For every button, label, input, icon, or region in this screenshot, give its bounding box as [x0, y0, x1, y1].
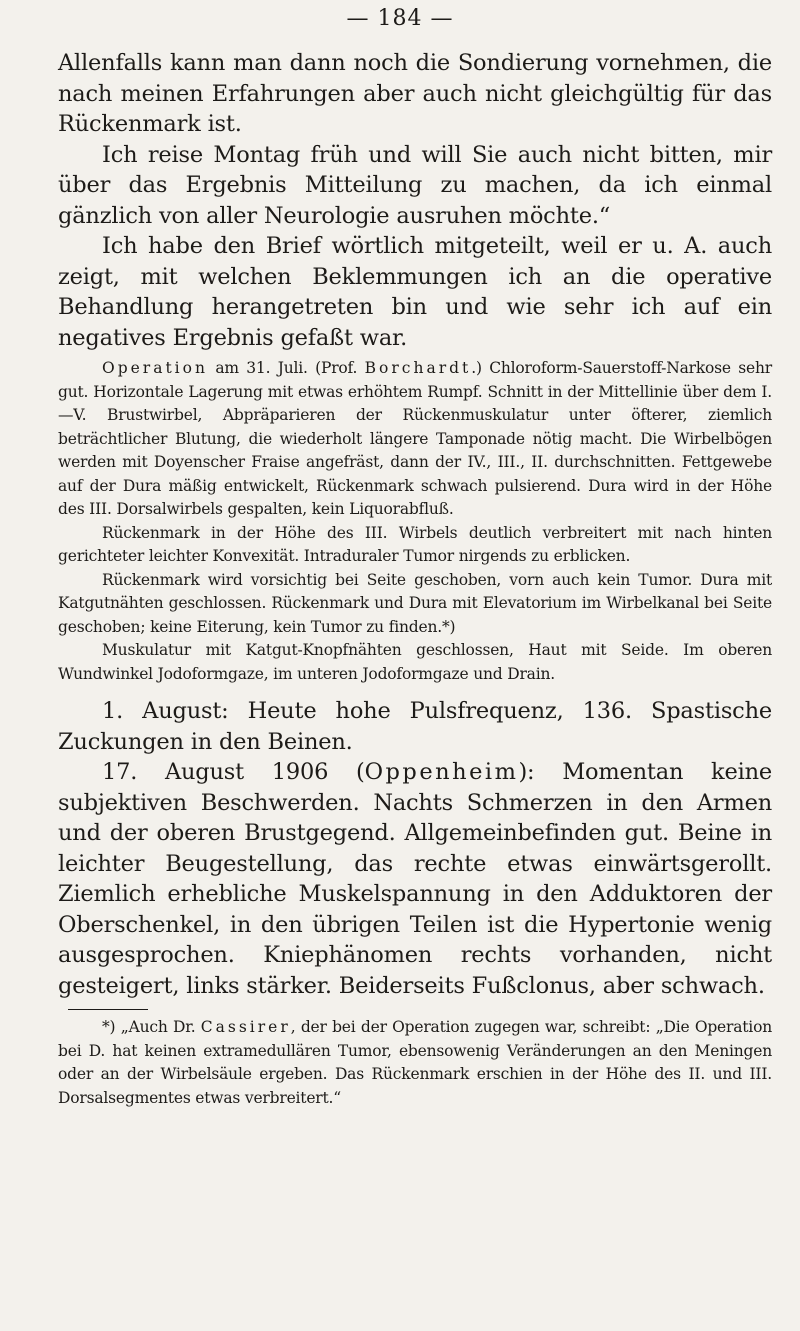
operation-report-2: Rückenmark in der Höhe des III. Wirbels deutlich verbreitert mit nach hinten gerichteter leichter Konvexität. Intraduraler Tumor nirgends zu erblicken. — [58, 523, 772, 565]
footnote-name: Cassirer — [200, 1018, 291, 1036]
paragraph-letter-end-1: Allenfalls kann man dann noch die Sondierung vornehmen, die nach meinen Erfahrungen aber auch nicht gleichgültig für das Rückenmark ist. — [58, 50, 772, 137]
entry-august-17 — [58, 757, 772, 1001]
main-text — [58, 48, 772, 1110]
footnote-rule — [68, 1009, 148, 1010]
operation-word: Operation — [102, 359, 208, 377]
page-number: — 184 — — [346, 6, 454, 31]
paragraph-letter-end-2: Ich reise Montag früh und will Sie auch nicht bitten, mir über das Ergebnis Mitteilung zu machen, da ich einmal gänzlich von aller Neurologie ausruhen möchte.“ — [58, 141, 772, 229]
operation-report-3: Rückenmark wird vorsichtig bei Seite geschoben, vorn auch kein Tumor. Dura mit Katgutnähten geschlossen. Rückenmark und Dura mit Elevatorium im Wirbelkanal bei Seite geschoben; keine Eiterung, kein Tumor zu finden.*) — [58, 570, 772, 636]
operation-report-4: Muskulatur mit Katgut-Knopfnähten geschlossen, Haut mit Seide. Im oberen Wundwinkel Jodoformgaze, im unteren Jodoformgaze und Drain. — [58, 641, 772, 683]
operation-text: .) Chloroform-Sauerstoff-Narkose sehr gut. Horizontale Lagerung mit etwas erhöhtem Rumpf. Schnitt in der Mittellinie über dem I.—V. Brustwirbel, Abpräparieren der Rückenmuskulatur unter öfterer, ziemlich beträchtlicher Blutung, die wiederholt längere Tamponade nötig macht. Die Wirbelbögen werden mit Doyenscher Fraise angefräst, dann der IV., III., II. durchschnitten. Fettgewebe auf der Dura mäßig entwickelt, Rückenmark schwach pulsierend. Dura wird in der Höhe des III. Dorsalwirbels gespalten, kein Liquorabfluß. — [58, 359, 772, 518]
operation-report — [58, 357, 772, 522]
august-17-text: ): Momentan keine subjektiven Beschwerden. Nachts Schmerzen in den Armen und der oberen Brustgegend. Allgemeinbefinden gut. Beine in leichter Beugestellung, das rechte etwas einwärtsgerollt. Ziemlich erhebliche Muskelspannung in den Adduktoren der Oberschenkel, in den übrigen Teilen ist die Hypertonie wenig ausgesprochen. Kniephänomen rechts vorhanden, nicht gesteigert, links stärker. Beiderseits Fußclonus, aber schwach. — [58, 759, 772, 999]
entry-august-1: 1. August: Heute hohe Pulsfrequenz, 136. Spastische Zuckungen in den Beinen. — [58, 698, 772, 755]
footnote-lead: *) „Auch Dr. — [102, 1018, 201, 1036]
august-17-lead: 17. August 1906 ( — [102, 759, 365, 785]
operation-date: am 31. Juli. (Prof. — [207, 359, 365, 377]
examiner-name: Oppenheim — [364, 759, 519, 785]
footnote — [58, 1016, 772, 1110]
paragraph-commentary: Ich habe den Brief wörtlich mitgeteilt, weil er u. A. auch zeigt, mit welchen Beklemmungen ich an die operative Behandlung herangetreten bin und wie sehr ich auf ein negatives Ergebnis gefaßt war. — [58, 233, 772, 351]
surgeon-name: Borchardt — [364, 359, 472, 377]
footnote-text: , der bei der Operation zugegen war, schreibt: „Die Operation bei D. hat keinen extramedullären Tumor, ebensowenig Veränderungen an den Meningen oder an der Wirbelsäule ergeben. Das Rückenmark erschien in der Höhe des II. und III. Dorsalsegmentes etwas verbreitert.“ — [58, 1018, 772, 1107]
